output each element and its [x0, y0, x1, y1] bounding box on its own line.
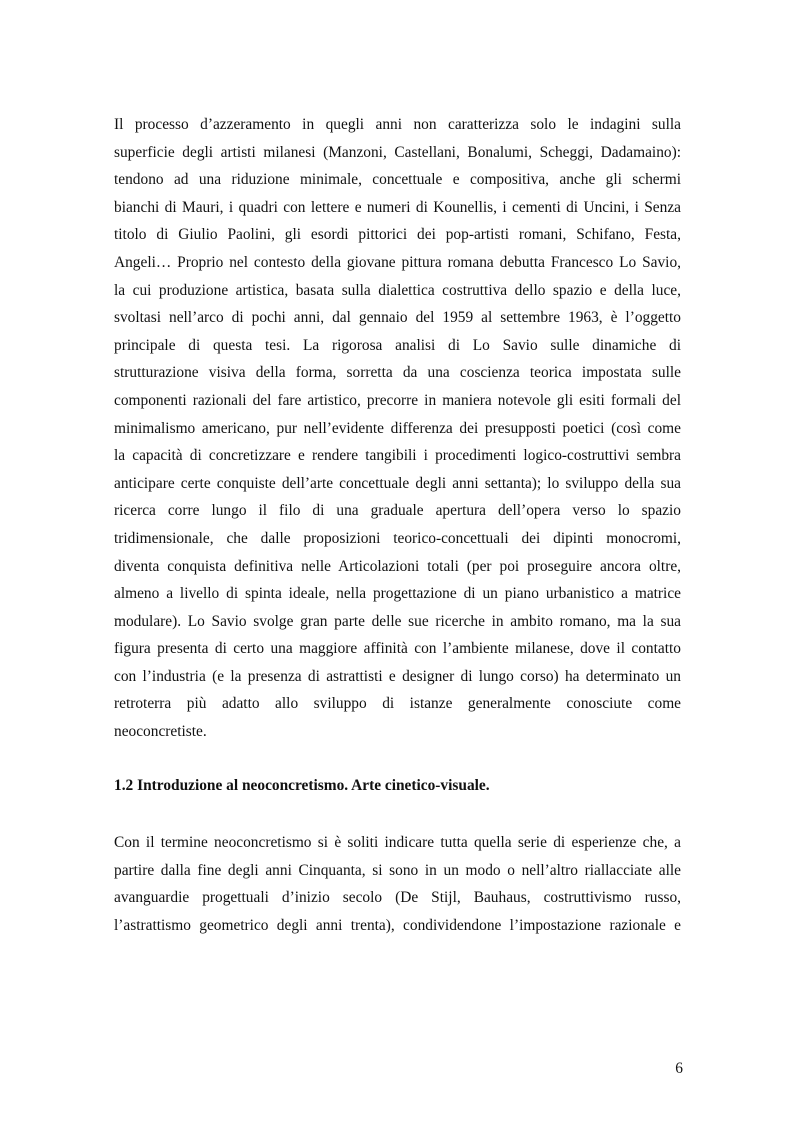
text-line: la capacità di concretizzare e rendere tangibili i procedimenti logico-costruttivi sembra: [114, 447, 681, 465]
text-line: componenti razionali del fare artistico, precorre in maniera notevole gli esiti formali del: [114, 391, 681, 409]
body-paragraph: [114, 829, 681, 939]
body-paragraph: [114, 111, 681, 746]
text-line: tridimensionale, che dalle proposizioni teorico-concettuali dei dipinti monocromi,: [114, 529, 681, 547]
text-line: anticipare certe conquiste dell’arte concettuale degli anni settanta); lo sviluppo della sua: [114, 474, 681, 492]
text-line: partire dalla fine degli anni Cinquanta, si sono in un modo o nell’altro riallacciate alle: [114, 861, 681, 879]
text-line: retroterra più adatto allo sviluppo di istanze generalmente conosciute come: [114, 695, 681, 713]
text-line: titolo di Giulio Paolini, gli esordi pittorici dei pop-artisti romani, Schifano, Festa,: [114, 226, 681, 244]
page-number: 6: [675, 1060, 683, 1077]
text-line: figura presenta di certo una maggiore affinità con l’ambiente milanese, dove il contatto: [114, 640, 681, 658]
text-line: superficie degli artisti milanesi (Manzoni, Castellani, Bonalumi, Scheggi, Dadamaino):: [114, 143, 681, 161]
text-line: modulare). Lo Savio svolge gran parte delle sue ricerche in ambito romano, ma la sua: [114, 612, 681, 630]
text-line: l’astrattismo geometrico degli anni trenta), condividendone l’impostazione razionale e: [114, 916, 681, 934]
text-line: bianchi di Mauri, i quadri con lettere e numeri di Kounellis, i cementi di Uncini, i Senza: [114, 198, 681, 216]
text-line: strutturazione visiva della forma, sorretta da una coscienza teorica impostata sulle: [114, 364, 681, 382]
text-line: la cui produzione artistica, basata sulla dialettica costruttiva dello spazio e della luce,: [114, 281, 681, 299]
text-line: ricerca corre lungo il filo di una graduale apertura dell’opera verso lo spazio: [114, 502, 681, 520]
text-line: tendono ad una riduzione minimale, concettuale e compositiva, anche gli schermi: [114, 171, 681, 189]
text-line: principale di questa tesi. La rigorosa analisi di Lo Savio sulle dinamiche di: [114, 336, 681, 354]
section-heading: 1.2 Introduzione al neoconcretismo. Arte cinetico-visuale.: [114, 777, 490, 794]
text-line: almeno a livello di spinta ideale, nella progettazione di un piano urbanistico a matrice: [114, 585, 681, 603]
text-line: diventa conquista definitiva nelle Articolazioni totali (per poi proseguire ancora oltre,: [114, 557, 681, 575]
text-line: avanguardie progettuali d’inizio secolo (De Stijl, Bauhaus, costruttivismo russo,: [114, 889, 681, 907]
text-line: minimalismo americano, pur nell’evidente differenza dei presupposti poetici (così come: [114, 419, 681, 437]
text-line: Con il termine neoconcretismo si è soliti indicare tutta quella serie di esperienze che, a: [114, 834, 681, 851]
text-line: Angeli… Proprio nel contesto della giovane pittura romana debutta Francesco Lo Savio,: [114, 253, 681, 271]
text-line: neoconcretiste.: [114, 723, 207, 741]
text-line: svoltasi nell’arco di pochi anni, dal gennaio del 1959 al settembre 1963, è l’oggetto: [114, 309, 681, 327]
text-line: con l’industria (e la presenza di astrattisti e designer di lungo corso) ha determinato un: [114, 667, 681, 685]
text-line: Il processo d’azzeramento in quegli anni non caratterizza solo le indagini sulla: [114, 116, 681, 133]
